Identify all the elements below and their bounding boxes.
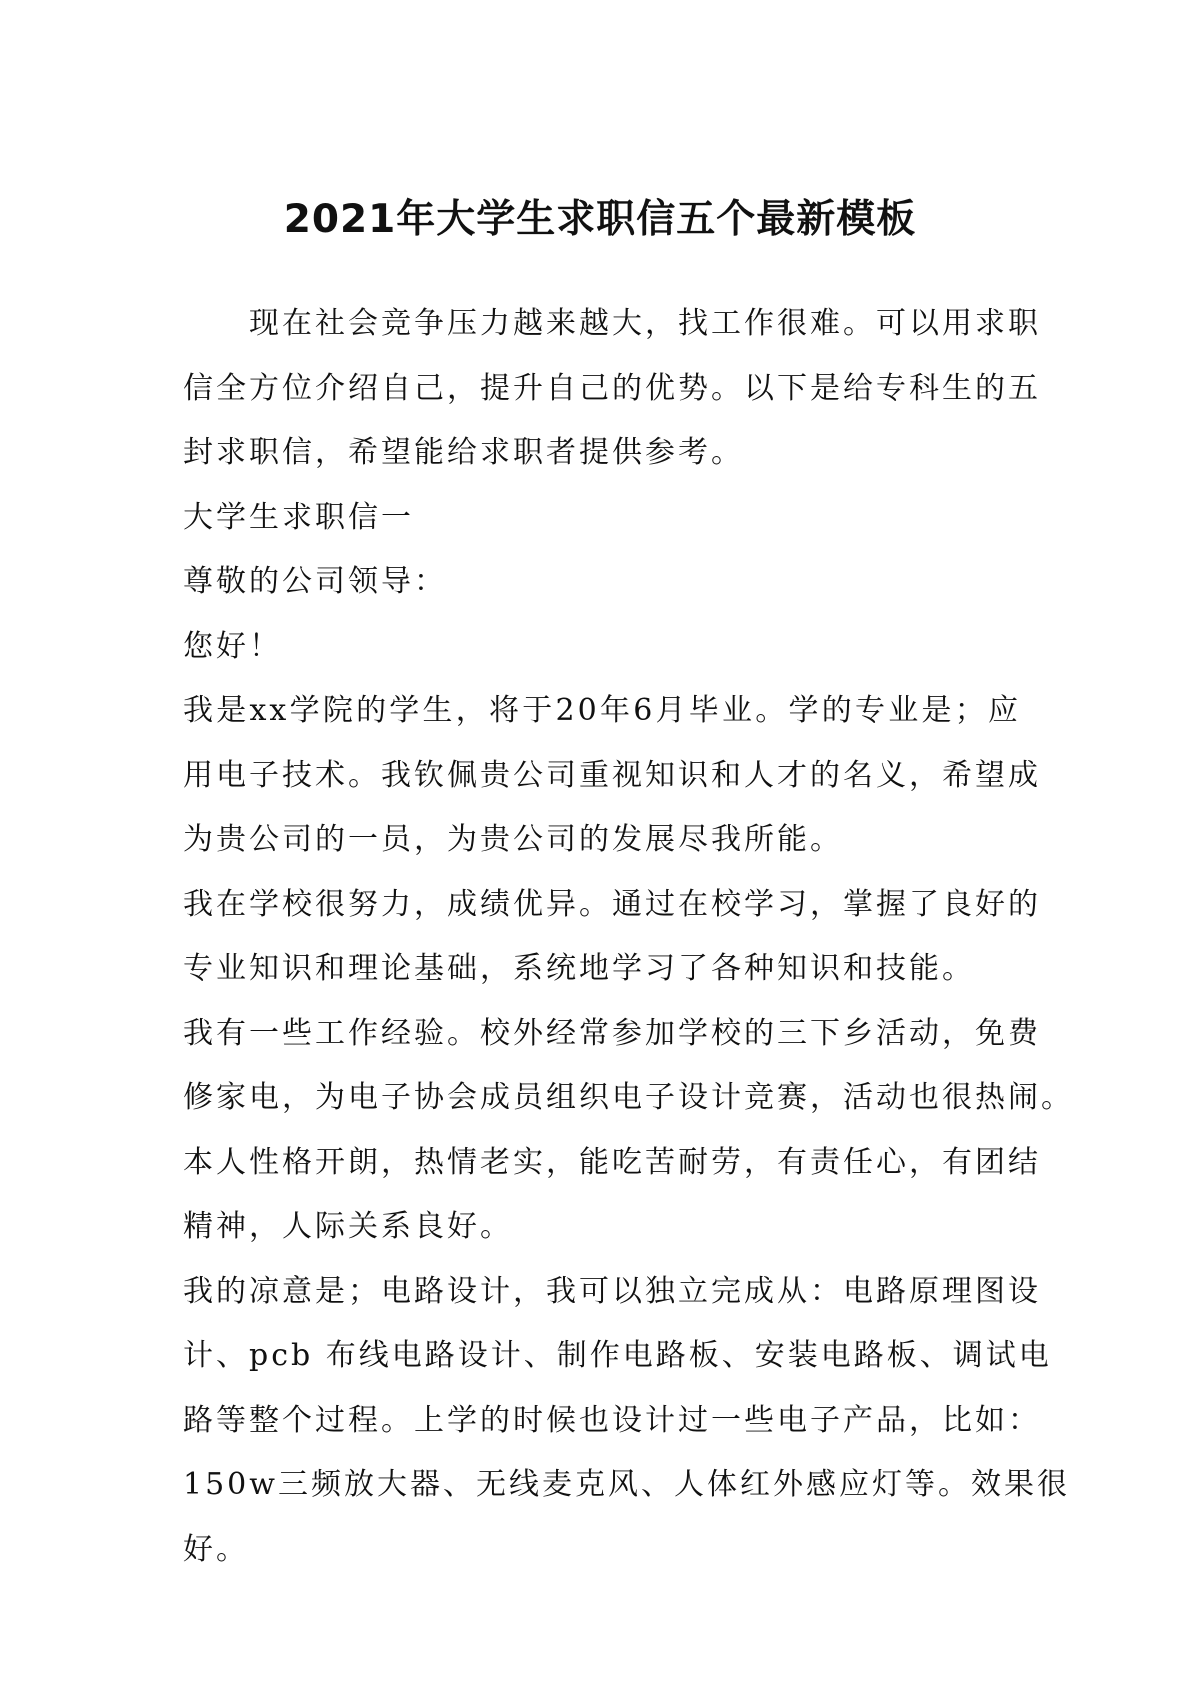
paragraph-line: 修家电，为电子协会成员组织电子设计竞赛，活动也很热闹。 [183,1080,1074,1115]
greeting: 您好！ [183,628,282,664]
paragraph-line: 我是xx学院的学生，将于20年6月毕业。学的专业是；应 [183,693,1021,728]
intro-line-2: 信全方位介绍自己，提升自己的优势。以下是给专科生的五 [183,370,1041,406]
paragraph-line: 我有一些工作经验。校外经常参加学校的三下乡活动，免费 [183,1015,1041,1051]
salutation: 尊敬的公司领导： [183,564,447,599]
paragraph-line: 路等整个过程。上学的时候也设计过一些电子产品，比如： [183,1402,1041,1438]
paragraph-line: 精神，人际关系良好。 [183,1209,513,1244]
paragraph-line: 用电子技术。我钦佩贵公司重视知识和人才的名义，希望成 [183,757,1041,793]
document-body [183,292,1074,1582]
paragraph-line: 为贵公司的一员，为贵公司的发展尽我所能。 [183,822,843,857]
section-heading: 大学生求职信一 [183,499,414,535]
paragraph-line: 150w三频放大器、无线麦克风、人体红外感应灯等。效果很 [183,1467,1070,1502]
paragraph-line: 好。 [183,1531,249,1567]
paragraph-line: 专业知识和理论基础，系统地学习了各种知识和技能。 [183,951,975,986]
document-title: 2021年大学生求职信五个最新模板 [283,197,917,242]
intro-line-3: 封求职信，希望能给求职者提供参考。 [183,435,744,470]
paragraph-line: 计、pcb 布线电路设计、制作电路板、安装电路板、调试电 [183,1338,1052,1373]
paragraph-line: 本人性格开朗，热情老实，能吃苦耐劳，有责任心，有团结 [183,1144,1041,1180]
paragraph-line: 我在学校很努力，成绩优异。通过在校学习，掌握了良好的 [183,886,1041,922]
paragraph-line: 我的凉意是；电路设计，我可以独立完成从：电路原理图设 [183,1273,1041,1309]
intro-line-1: 现在社会竞争压力越来越大，找工作很难。可以用求职 [249,306,1041,341]
